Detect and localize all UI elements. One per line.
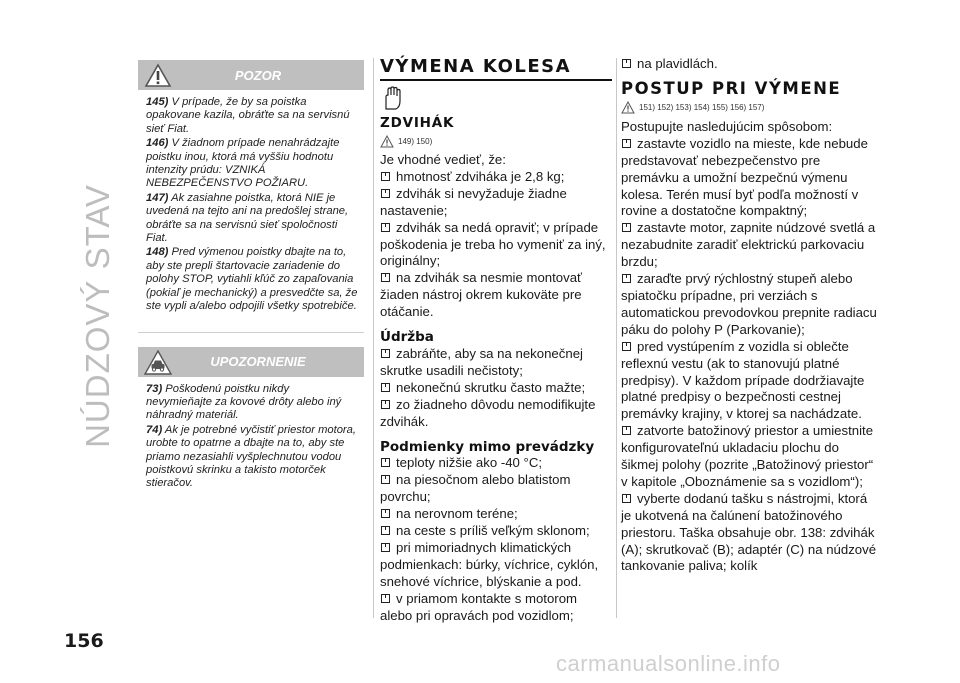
bullet-icon	[381, 172, 390, 181]
car-warning-icon	[144, 347, 172, 377]
bullet-icon	[381, 509, 390, 518]
list-item: hmotnosť zdviháka je 2,8 kg;	[380, 169, 612, 186]
maintenance-title: Údržba	[380, 329, 434, 346]
procedure-heading: POSTUP PRI VÝMENE	[621, 78, 842, 98]
bullet-icon	[622, 223, 631, 232]
bullet-icon	[381, 273, 390, 282]
list-item: v priamom kontakte s motorom alebo pri opravách pod vozidlom;	[380, 590, 578, 623]
column-divider	[373, 58, 374, 618]
hand-icon	[380, 85, 612, 115]
procedure-column	[621, 56, 879, 575]
list-item: pri mimoriadnych klimatických podmienkach: búrky, víchrice, cyklón, snehové víchrice, blýskanie a pod.	[380, 539, 599, 589]
bullet-icon	[381, 400, 390, 409]
bullet-icon	[381, 189, 390, 198]
pozor-item: 148) Pred výmenou poistky dbajte na to, aby ste prepli štartovacie zariadenie do polohy STOP, vytiahli kľúč zo zapaľovania (pokiaľ je mechanický) a presvedčte sa, že ste vypli a/alebo odpojili všetky spotrebiče.	[146, 246, 358, 313]
bullet-icon	[622, 426, 631, 435]
bullet-icon	[381, 349, 390, 358]
list-item: teploty nižšie ako -40 °C;	[380, 455, 612, 472]
warning-triangle-icon	[144, 60, 172, 90]
procedure-content	[621, 119, 879, 575]
chapter-title-text: NÚDZOVÝ STAV	[79, 184, 116, 448]
list-item: na ceste s príliš veľkým sklonom;	[380, 523, 612, 540]
list-item: zdvihák si nevyžaduje žiadne nastavenie;	[380, 185, 567, 218]
warnings-column	[138, 60, 364, 492]
reference-row	[380, 133, 612, 149]
list-item: na zdvihák sa nesmie montovať žiaden nástroj okrem kukoväte pre otáčanie.	[380, 270, 583, 320]
bullet-icon	[622, 139, 631, 148]
list-item: pred vystúpením z vozidla si oblečte reflexnú vestu (ak to stanovujú platné predpisy). V každom prípade dodržiavajte platné predpisy o bezpečnosti cestnej premávky krajiny, v ktorej sa nachádzate.	[621, 338, 865, 422]
warning-triangle-icon	[380, 135, 394, 148]
reference-numbers: 149) 150)	[398, 136, 433, 146]
bullet-icon	[622, 274, 631, 283]
list-item: zastavte vozidlo na mieste, kde nebude predstavovať nebezpečenstvo pre premávku a umožní bezpečnú výmenu kolesa. Terén musí byť podľa možností v rovine a dostatočne kompaktný;	[621, 135, 868, 219]
column-divider	[616, 58, 617, 618]
reference-numbers: 151) 152) 153) 154) 155) 156) 157)	[639, 103, 765, 113]
list-item: na nerovnom teréne;	[380, 506, 612, 523]
footer-watermark: carmanualsonline.info	[556, 651, 781, 676]
upozornenie-box-title: UPOZORNENIE	[210, 354, 306, 369]
upozornenie-box-header	[138, 347, 364, 377]
heading-rule	[380, 79, 612, 81]
reference-row	[621, 100, 879, 116]
section-heading: VÝMENA KOLESA	[380, 56, 572, 77]
chapter-side-title	[78, 56, 118, 576]
intro-text: Postupujte nasledujúcim spôsobom:	[621, 118, 833, 134]
pozor-item: 145) V prípade, že by sa poistka opakovane kazila, obráťte sa na servisnú sieť Fiat.	[146, 96, 350, 135]
list-item: na piesočnom alebo blatistom povrchu;	[380, 472, 571, 505]
pozor-item: 147) Ak zasiahne poistka, ktorá NIE je uvedená na tejto ani na predošlej strane, obráťte sa na servisnú sieť spoločnosti Fiat.	[146, 191, 349, 245]
bullet-icon	[381, 594, 390, 603]
subheading-jack: ZDVIHÁK	[380, 115, 455, 131]
list-item: vyberte dodanú tašku s nástrojmi, ktorá je ukotvená na čalúnení batožinového priestoru. Taška obsahuje obr. 138: zdvihák (A); skrutkovač (B); adaptér (C) na núdzové tankovanie paliva; kolík	[621, 490, 877, 574]
pozor-item: 146) V žiadnom prípade nenahrádzajte poistku inou, ktorá má vyššiu hodnotu intenzity prúdu: VZNIKÁ NEBEZPEČENSTVO POŽIARU.	[146, 137, 340, 190]
pozor-box-title: POZOR	[234, 67, 282, 83]
bullet-icon	[622, 494, 631, 503]
bullet-icon	[381, 475, 390, 484]
page-number: 156	[64, 630, 104, 652]
list-item: na plavidlách.	[621, 56, 879, 73]
pozor-box-body	[138, 90, 364, 314]
pozor-box	[138, 60, 364, 314]
bullet-icon	[381, 223, 390, 232]
bullet-icon	[622, 342, 631, 351]
list-item: zo žiadneho dôvodu nemodifikujte zdvihák.	[380, 396, 596, 429]
list-item: zabráňte, aby sa na nekonečnej skrutke usadili nečistoty;	[380, 345, 583, 378]
pozor-box-header	[138, 60, 364, 90]
bullet-icon	[381, 526, 390, 535]
conditions-title: Podmienky mimo prevádzky	[380, 438, 595, 455]
bullet-icon	[381, 458, 390, 467]
upozornenie-item: 74) Ak je potrebné vyčistiť priestor motora, urobte to opatrne a dbajte na to, aby ste priamo nezasiahli vyšplechnutou vodou poistkovú skrinku a takisto motorček stieračov.	[146, 423, 356, 490]
upozornenie-box	[138, 332, 364, 491]
list-item: zastavte motor, zapnite núdzové svetlá a nezabudnite zaradiť elektrickú parkovaciu brzdu;	[621, 220, 876, 270]
intro-text: Je vhodné vedieť, že:	[380, 152, 506, 167]
bullet-icon	[381, 383, 390, 392]
upozornenie-item: 73) Poškodenú poistku nikdy nevymieňajte za kovové drôty alebo iný náhradný materiál.	[146, 382, 342, 422]
upozornenie-box-body	[138, 377, 364, 491]
list-item: zdvihák sa nedá opraviť; v prípade poškodenia je treba ho vymeniť za iný, originálny;	[380, 219, 606, 269]
bullet-icon	[622, 59, 631, 68]
wheel-change-column	[380, 56, 612, 624]
bullet-icon	[381, 543, 390, 552]
list-item: zatvorte batožinový priestor a umiestnite konfigurovateľnú ukladaciu plochu do šikmej polohy (pozrite „Batožinový priestor“ v kapitole „Oboznámenie sa s vozidlom“);	[621, 423, 874, 489]
jack-content	[380, 152, 612, 624]
list-item: zaraďte prvý rýchlostný stupeň alebo spiatočku prípadne, pri verziách s automatickou prevodovkou prepnite radiacu páku do polohy P (Parkovanie);	[621, 271, 877, 337]
warning-triangle-icon	[621, 101, 635, 114]
list-item: nekonečnú skrutku často mažte;	[380, 380, 612, 397]
